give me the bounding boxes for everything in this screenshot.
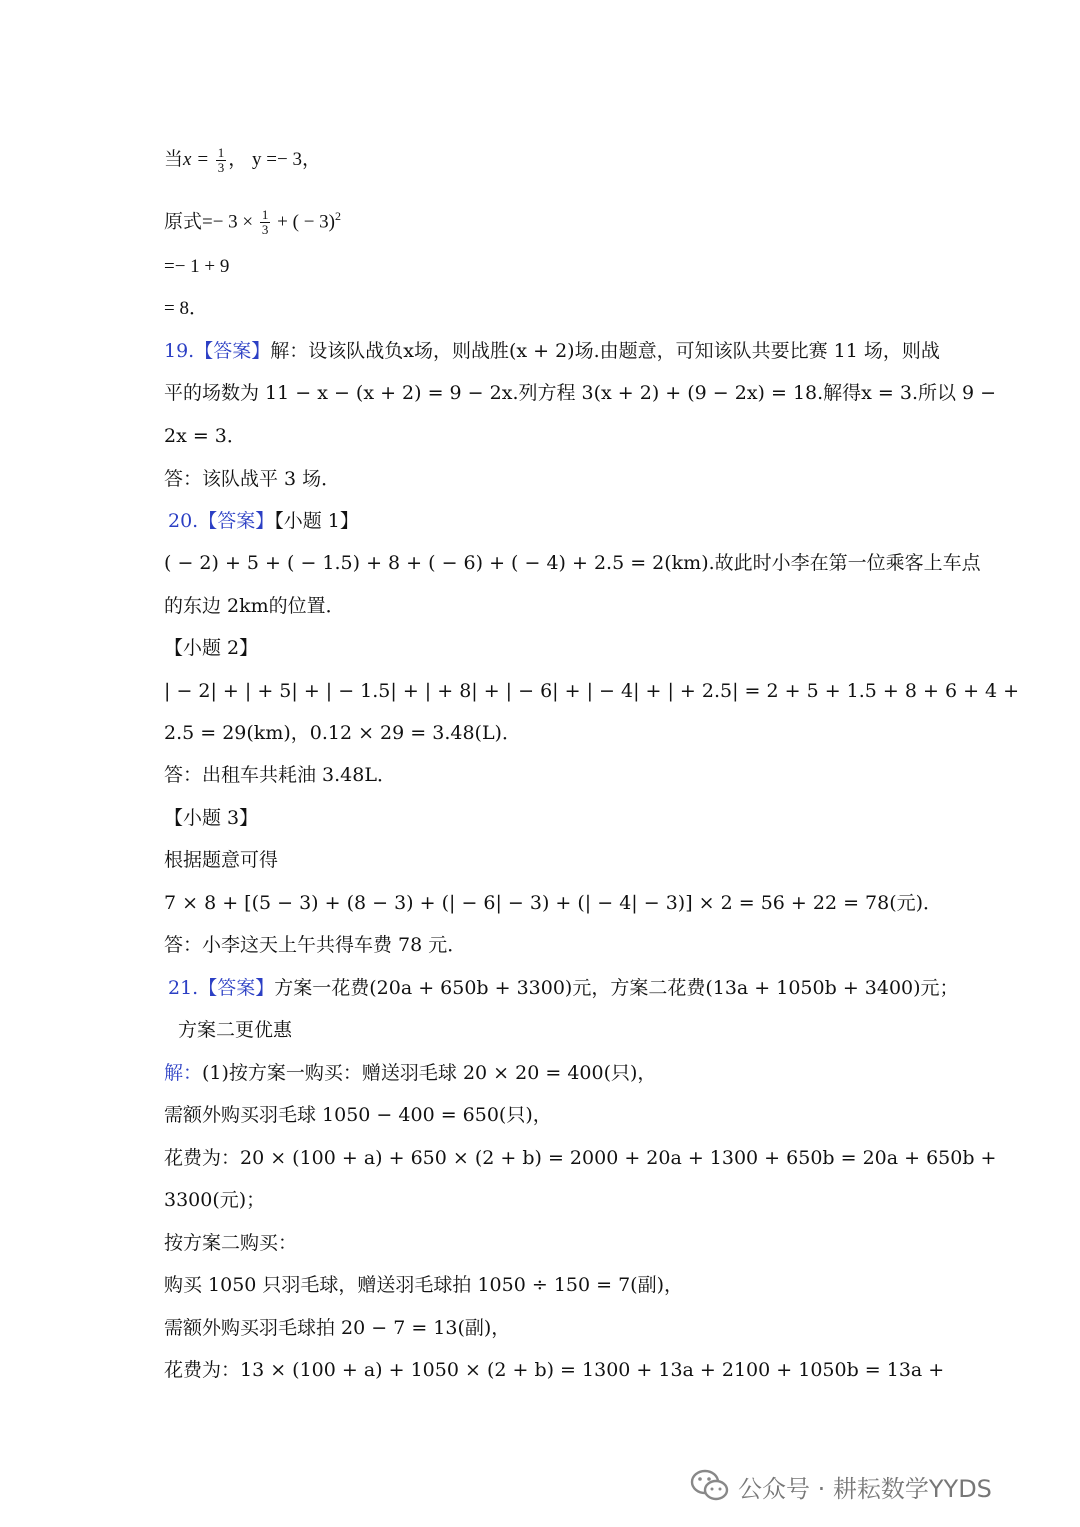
q21-answer-line-1 [168,975,959,1001]
exponent: 2 [335,209,341,223]
q20-part2-line-1: | − 2| + | + 5| + | − 1.5| + | + 8| + | − 6| + | − 4| + | + 2.5| = 2 + 5 + 1.5 + 8 + 6 + 4 + [164,680,1020,702]
q21-solution-line-4: 3300(元)； [164,1189,266,1211]
q20-part2-line-2: 2.5 = 29(km)，0.12 × 29 = 3.48(L)． [164,722,521,744]
answer-tag: 【答案】 [198,977,275,999]
q20-subquestion-3: 【小题 3】 [164,807,259,829]
numerator: 1 [217,145,225,160]
question-number: 21. [168,977,199,999]
text: 解：设该队战负x场，则战胜(x + 2)场.由题意，可知该队共要比赛 11 场，则战 [270,340,940,362]
question-number: 20. [168,510,199,532]
q21-solution-line-2: 需额外购买羽毛球 1050 − 400 = 650(只)， [164,1104,552,1126]
q21-solution-line-3: 花费为：20 × (100 + a) + 650 × (2 + b) = 2000 + 20a + 1300 + 650b = 20a + 650b + [164,1147,997,1169]
q19-answer-line-2: 平的场数为 11 − x − (x + 2) = 9 − 2x.列方程 3(x + 2) + (9 − 2x) = 18.解得x = 3.所以 9 − [164,382,997,404]
text: 方案一花费(20a + 650b + 3300)元，方案二花费(13a + 1050b + 3400)元； [274,977,959,999]
line-original-expression [164,203,341,237]
text: 当 [164,148,184,170]
solution-tag: 解： [164,1062,203,1084]
q21-solution-line-6: 购买 1050 只羽毛球，赠送羽毛球拍 1050 ÷ 150 = 7(副)， [164,1274,684,1296]
subquestion-label: 【小题 1】 [274,510,359,532]
q21-solution-line-5: 按方案二购买： [164,1232,298,1254]
answer-tag: 【答案】 [198,510,275,532]
line-step: =− 1 + 9 [164,256,230,277]
answer-tag: 【答案】 [194,340,271,362]
q20-part2-conclusion: 答：出租车共耗油 3.48L． [164,764,396,786]
q21-solution-line-7: 需额外购买羽毛球拍 20 − 7 = 13(副)， [164,1317,511,1339]
q20-part1-line-1: ( − 2) + 5 + ( − 1.5) + 8 + ( − 6) + ( − 4) + 2.5 = 2(km).故此时小李在第一位乘客上车点 [164,552,981,574]
fraction [260,208,271,237]
q19-answer-line-1 [164,338,940,364]
line-result: = 8． [164,298,208,319]
q21-answer-line-2: 方案二更优惠 [178,1019,293,1041]
q20-part3-line-2: 7 × 8 + [(5 − 3) + (8 − 3) + (| − 6| − 3) + (| − 4| − 3)] × 2 = 56 + 22 = 78(元)． [164,892,943,914]
numerator: 1 [261,207,269,223]
q21-solution-line-1 [164,1060,656,1086]
q20-part1-line-2: 的东边 2km的位置． [164,595,345,617]
q20-part3-conclusion: 答：小李这天上午共得车费 78 元． [164,934,467,956]
denominator: 3 [261,222,269,238]
text: + ( − 3) [277,211,335,233]
wechat-icon [690,1468,730,1504]
text: (1)按方案一购买：赠送羽毛球 20 × 20 = 400(只)， [202,1062,657,1084]
q21-solution-line-8: 花费为：13 × (100 + a) + 1050 × (2 + b) = 1300 + 13a + 2100 + 1050b = 13a + [164,1359,945,1381]
text: x = [183,148,210,170]
question-number: 19. [164,340,195,362]
q20-header [168,508,359,534]
q19-answer-line-3: 2x = 3． [164,425,246,447]
text: 原式=− 3 × [164,211,254,233]
fraction [216,146,227,175]
denominator: 3 [217,160,225,175]
watermark-text: 公众号 · 耕耘数学YYDS [738,1474,992,1503]
line-substitute-values [164,146,321,175]
q19-conclusion: 答：该队战平 3 场． [164,468,341,490]
q20-part3-line-1: 根据题意可得 [164,849,279,871]
watermark [690,1466,992,1506]
text: ， y =− 3， [228,148,321,170]
q20-subquestion-2: 【小题 2】 [164,637,259,659]
